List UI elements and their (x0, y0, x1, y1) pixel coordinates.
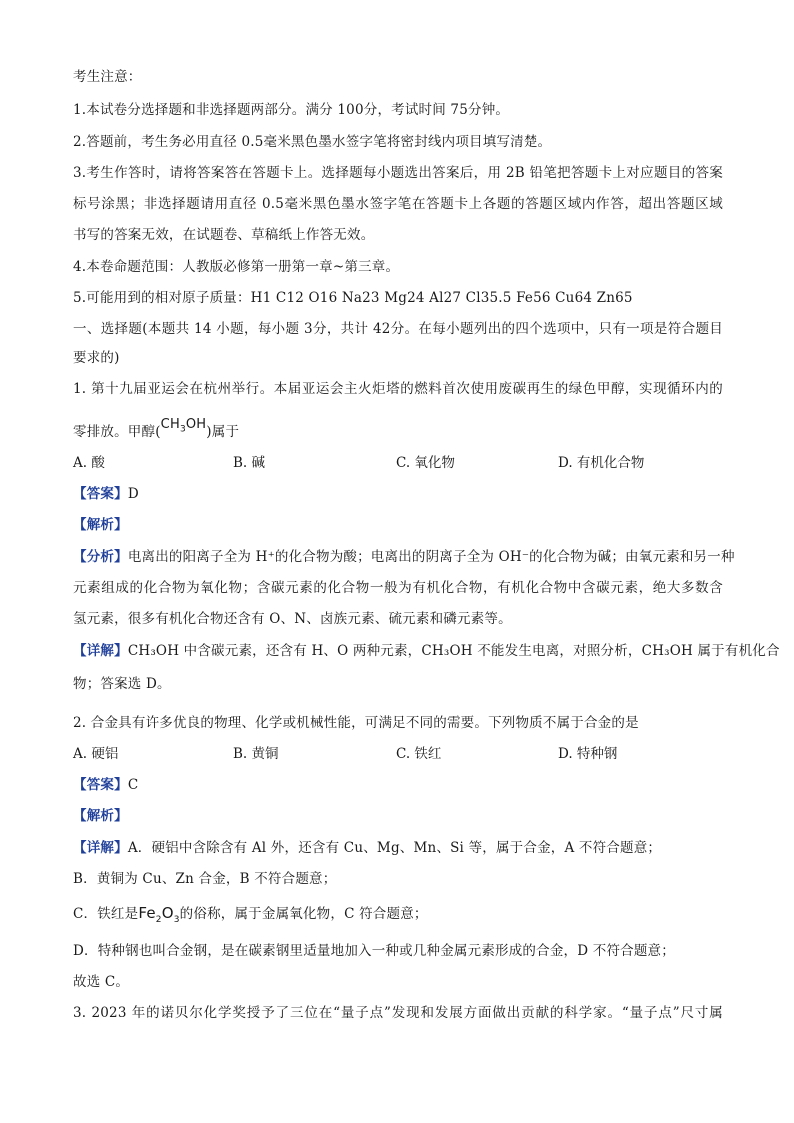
methanol-formula: $CH_3OH$ (160, 417, 207, 435)
q1-answer-value: D (127, 486, 139, 502)
q1-analysis-tag (73, 516, 128, 534)
detail-tag: 【详解】 (73, 643, 128, 659)
notice-item-3: 3.考生作答时，请将答案答在答题卡上。选择题每小题选出答案后，用 2B 铅笔把答题卡上对应题目的答案 (73, 165, 723, 181)
q2-option-c: C. 铁红 (396, 746, 442, 762)
analysis-tag: 【解析】 (73, 808, 128, 824)
q1-stem: 1. 第十九届亚运会在杭州举行。本届亚运会主火炬塔的燃料首次使用废碳再生的绿色甲醇，实现循环内的 (73, 381, 723, 397)
q1-option-a: A. 酸 (73, 455, 105, 471)
notice-item-1: 1.本试卷分选择题和非选择题两部分。满分 100分，考试时间 75分钟。 (73, 102, 510, 118)
section-heading: 一、选择题(本题共 14 小题，每小题 3分，共计 42分。在每小题列出的四个选项中，只有一项是符合题目 (73, 321, 723, 337)
q1-detail-text-1: CH₃OH 中含碳元素，还含有 H、O 两种元素，CH₃OH 不能发生电离，对照分析，CH₃OH 属于有机化合 (127, 643, 780, 659)
q1-fenxi-text-1: 电离出的阳离子全为 H⁺的化合物为酸；电离出的阴离子全为 OH⁻的化合物为碱；由氧元素和另一种 (127, 549, 735, 565)
analysis-tag: 【解析】 (73, 517, 128, 533)
notice-item-4: 4.本卷命题范围：人教版必修第一册第一章~第三章。 (73, 259, 400, 275)
notice-item-3-cont: 标号涂黑；非选择题请用直径 0.5毫米黑色墨水签字笔在答题卡上各题的答题区域内作答，超出答题区域 (73, 196, 723, 212)
iron-oxide-formula: $Fe_2O_3$ (138, 904, 180, 925)
q2-detail-c-pre: C．铁红是 (73, 906, 139, 922)
detail-tag: 【详解】 (73, 840, 128, 856)
q1-option-b: B. 碱 (233, 455, 266, 471)
q1-fenxi-line1 (73, 548, 735, 566)
q2-detail-c (73, 904, 428, 929)
notice-item-3-end: 书写的答案无效，在试题卷、草稿纸上作答无效。 (73, 227, 375, 243)
q1-fenxi-line3: 氢元素，很多有机化合物还含有 O、N、卤族元素、硫元素和磷元素等。 (73, 611, 512, 627)
q2-detail-b: B．黄铜为 Cu、Zn 合金，B 不符合题意； (73, 871, 337, 887)
answer-tag: 【答案】 (73, 777, 128, 793)
q2-detail-a-text: A．硬铝中含除含有 Al 外，还含有 Cu、Mg、Mn、Si 等，属于合金，A 不符合题意； (127, 840, 662, 856)
q1-fenxi-line2: 元素组成的化合物为氧化物；含碳元素的化合物一般为有机化合物，有机化合物中含碳元素，绝大多数含 (73, 580, 723, 596)
answer-tag: 【答案】 (73, 486, 128, 502)
q2-option-a: A. 硬铝 (73, 746, 119, 762)
q1-stem-post: )属于 (206, 424, 240, 440)
q1-detail-line1 (73, 642, 780, 660)
q2-option-d: D. 特种钢 (558, 746, 618, 762)
q1-option-c: C. 氧化物 (396, 455, 455, 471)
q1-option-d: D. 有机化合物 (558, 455, 645, 471)
q1-answer (73, 485, 139, 503)
q2-answer-value: C (127, 777, 139, 793)
q2-detail-a (73, 839, 661, 857)
q1-detail-line2: 物；答案选 D。 (73, 676, 171, 692)
q1-stem-pre: 零排放。甲醇( (73, 424, 161, 440)
notice-item-5: 5.可能用到的相对原子质量：H1 C12 O16 Na23 Mg24 Al27 Cl35.5 Fe56 Cu64 Zn65 (73, 290, 633, 306)
section-heading-cont: 要求的) (73, 350, 120, 366)
q1-stem-cont (73, 417, 240, 447)
notice-title: 考生注意： (73, 69, 142, 85)
q2-conclusion: 故选 C。 (73, 974, 130, 990)
q2-option-b: B. 黄铜 (233, 746, 279, 762)
q2-detail-d: D．特种钢也叫合金钢，是在碳素钢里适量地加入一种或几种金属元素形成的合金，D 不符合题意； (73, 943, 675, 959)
fenxi-tag: 【分析】 (73, 549, 128, 565)
q2-analysis-tag (73, 807, 128, 825)
q2-detail-c-post: 的俗称，属于金属氧化物，C 符合题意； (179, 906, 428, 922)
q2-answer (73, 776, 138, 794)
q2-stem: 2. 合金具有许多优良的物理、化学或机械性能，可满足不同的需要。下列物质不属于合金的是 (73, 715, 639, 731)
q3-stem: 3. 2023 年的诺贝尔化学奖授予了三位在“量子点”发现和发展方面做出贡献的科学家。“量子点”尺寸属 (73, 1005, 723, 1021)
notice-item-2: 2.答题前，考生务必用直径 0.5毫米黑色墨水签字笔将密封线内项目填写清楚。 (73, 134, 552, 150)
